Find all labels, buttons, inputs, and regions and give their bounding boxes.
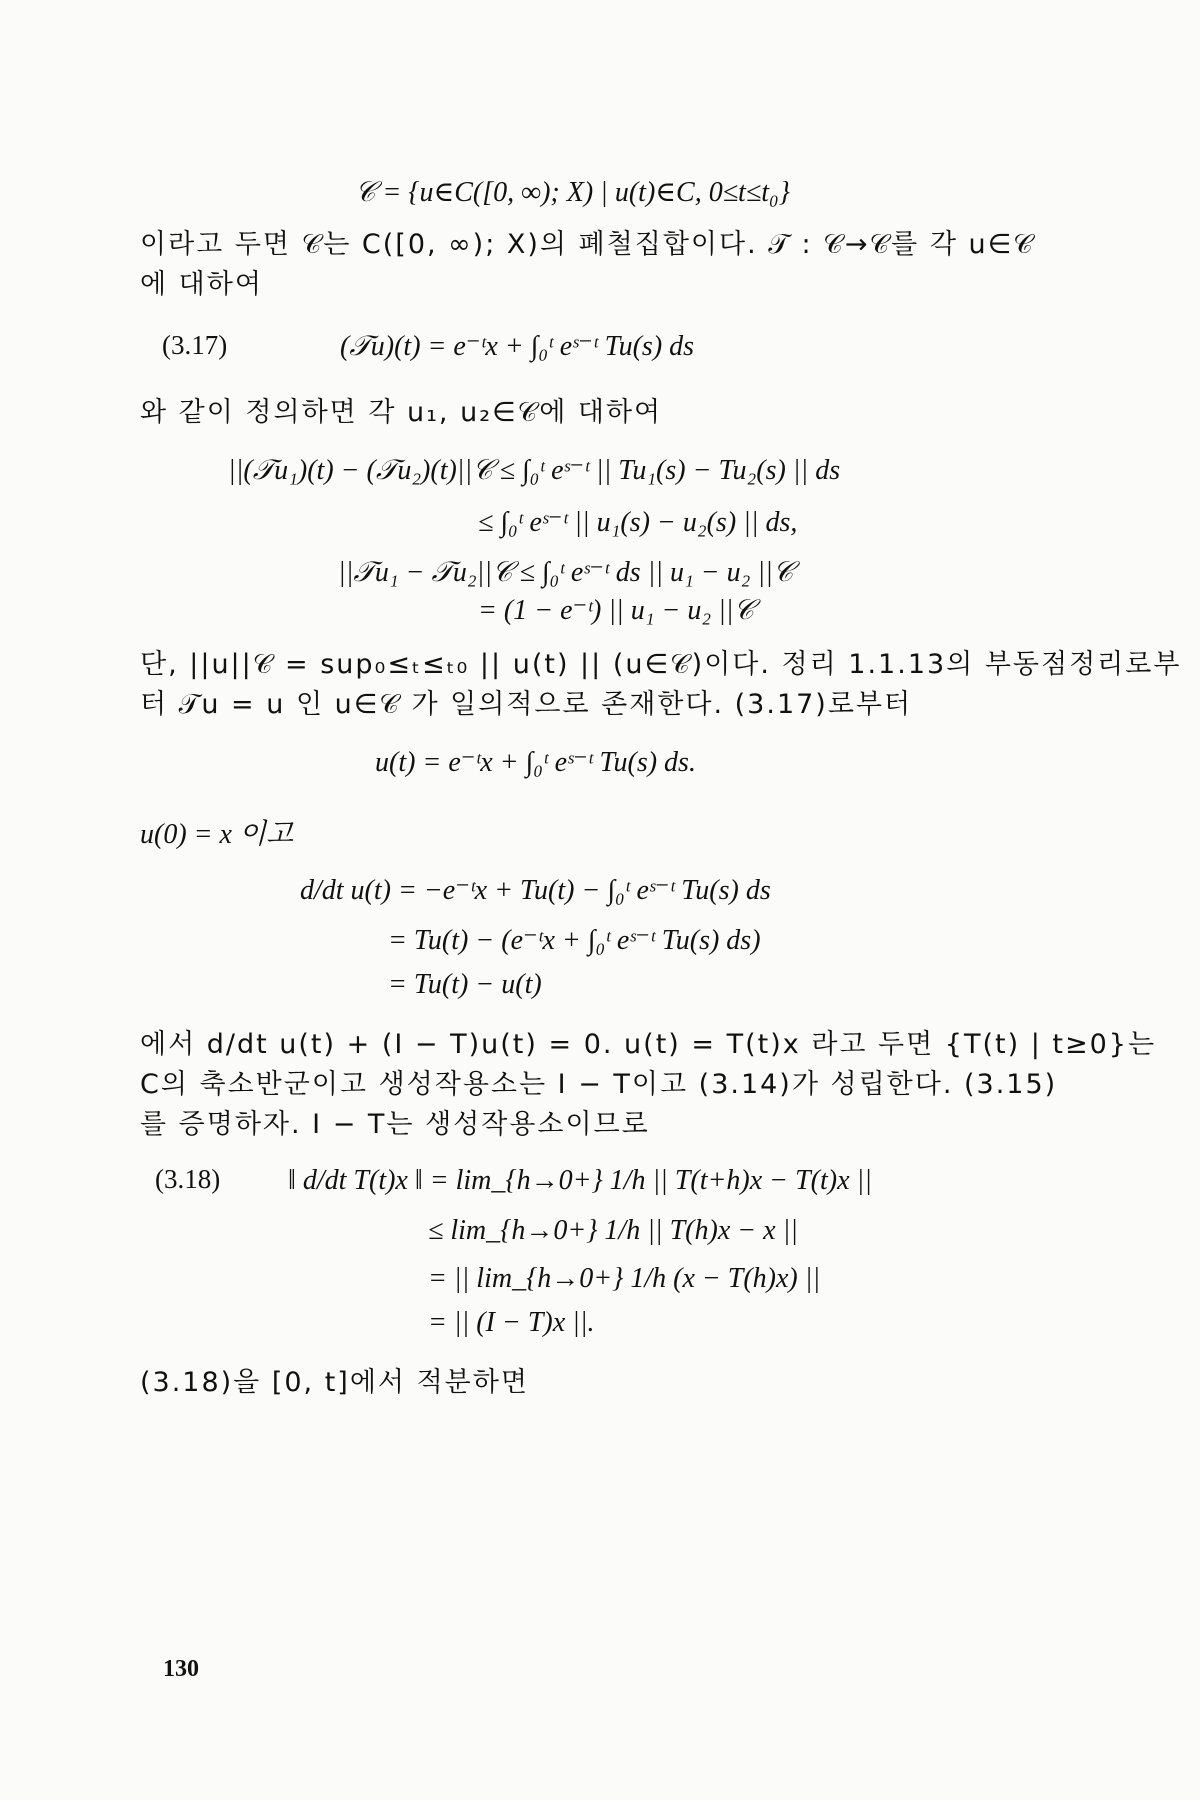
text-line: (3.18)을 [0, t]에서 적분하면 [140,1367,529,1398]
text-line: 터 𝒯u = u 인 u∈𝒞 가 일의적으로 존재한다. (3.17)로부터 [140,689,913,720]
derivative-line-3: = Tu(t) − u(t) [388,969,542,1000]
text-line: u(0) = x 이고 [140,819,294,850]
text-line: 에 대하여 [140,269,263,300]
derivative-line-2: = Tu(t) − (e⁻ᵗx + ∫₀ᵗ eˢ⁻ᵗ Tu(s) ds) [388,925,761,956]
set-definition: 𝒞 = {u∈C([0, ∞); X) | u(t)∈C, 0≤t≤t₀} [355,177,790,208]
equation-3-18-line-3: = || lim_{h→0+} 1/h (x − T(h)x) || [428,1263,821,1294]
text-line: 와 같이 정의하면 각 u₁, u₂∈𝒞에 대하여 [140,397,663,428]
estimate-line-2: ≤ ∫₀ᵗ eˢ⁻ᵗ || u₁(s) − u₂(s) || ds, [478,507,798,538]
equation-label-3-18: (3.18) [155,1164,221,1194]
text-line: 이라고 두면 𝒞는 C([0, ∞); X)의 폐철집합이다. 𝒯 : 𝒞→𝒞를 각 u∈𝒞 [140,229,1035,260]
text-line: 에서 d/dt u(t) + (I − T)u(t) = 0. u(t) = T(t)x 라고 두면 {T(t) | t≥0}는 [140,1029,1157,1060]
solution-formula: u(t) = e⁻ᵗx + ∫₀ᵗ eˢ⁻ᵗ Tu(s) ds. [375,747,696,778]
equation-3-18-line-2: ≤ lim_{h→0+} 1/h || T(h)x − x || [428,1215,798,1246]
equation-3-17: (𝒯u)(t) = e⁻ᵗx + ∫₀ᵗ eˢ⁻ᵗ Tu(s) ds [340,331,695,362]
equation-3-18-line-1: ‖ d/dt T(t)x ‖ = lim_{h→0+} 1/h || T(t+h)x − T(t)x || [288,1165,872,1196]
equation-3-18-line-4: = || (I − T)x ||. [428,1307,595,1338]
estimate-line-1: ||(𝒯u₁)(t) − (𝒯u₂)(t)||𝒞 ≤ ∫₀ᵗ eˢ⁻ᵗ || Tu₁(s) − Tu₂(s) || ds [228,455,841,486]
page-number: 130 [163,1656,199,1682]
text-line: C의 축소반군이고 생성작용소는 I − T이고 (3.14)가 성립한다. (3.15) [140,1069,1058,1100]
text-line: 단, ||u||𝒞 = sup₀≤ₜ≤ₜ₀ || u(t) || (u∈𝒞)이다. 정리 1.1.13의 부동점정리로부 [140,649,1182,680]
text-line: 를 증명하자. I − T는 생성작용소이므로 [140,1109,650,1140]
derivative-line-1: d/dt u(t) = −e⁻ᵗx + Tu(t) − ∫₀ᵗ eˢ⁻ᵗ Tu(s) ds [300,875,771,906]
estimate-line-3: ||𝒯u₁ − 𝒯u₂||𝒞 ≤ ∫₀ᵗ eˢ⁻ᵗ ds || u₁ − u₂ ||𝒞 [338,557,794,588]
estimate-line-4: = (1 − e⁻ᵗ) || u₁ − u₂ ||𝒞 [478,595,754,626]
equation-label-3-17: (3.17) [162,330,228,360]
